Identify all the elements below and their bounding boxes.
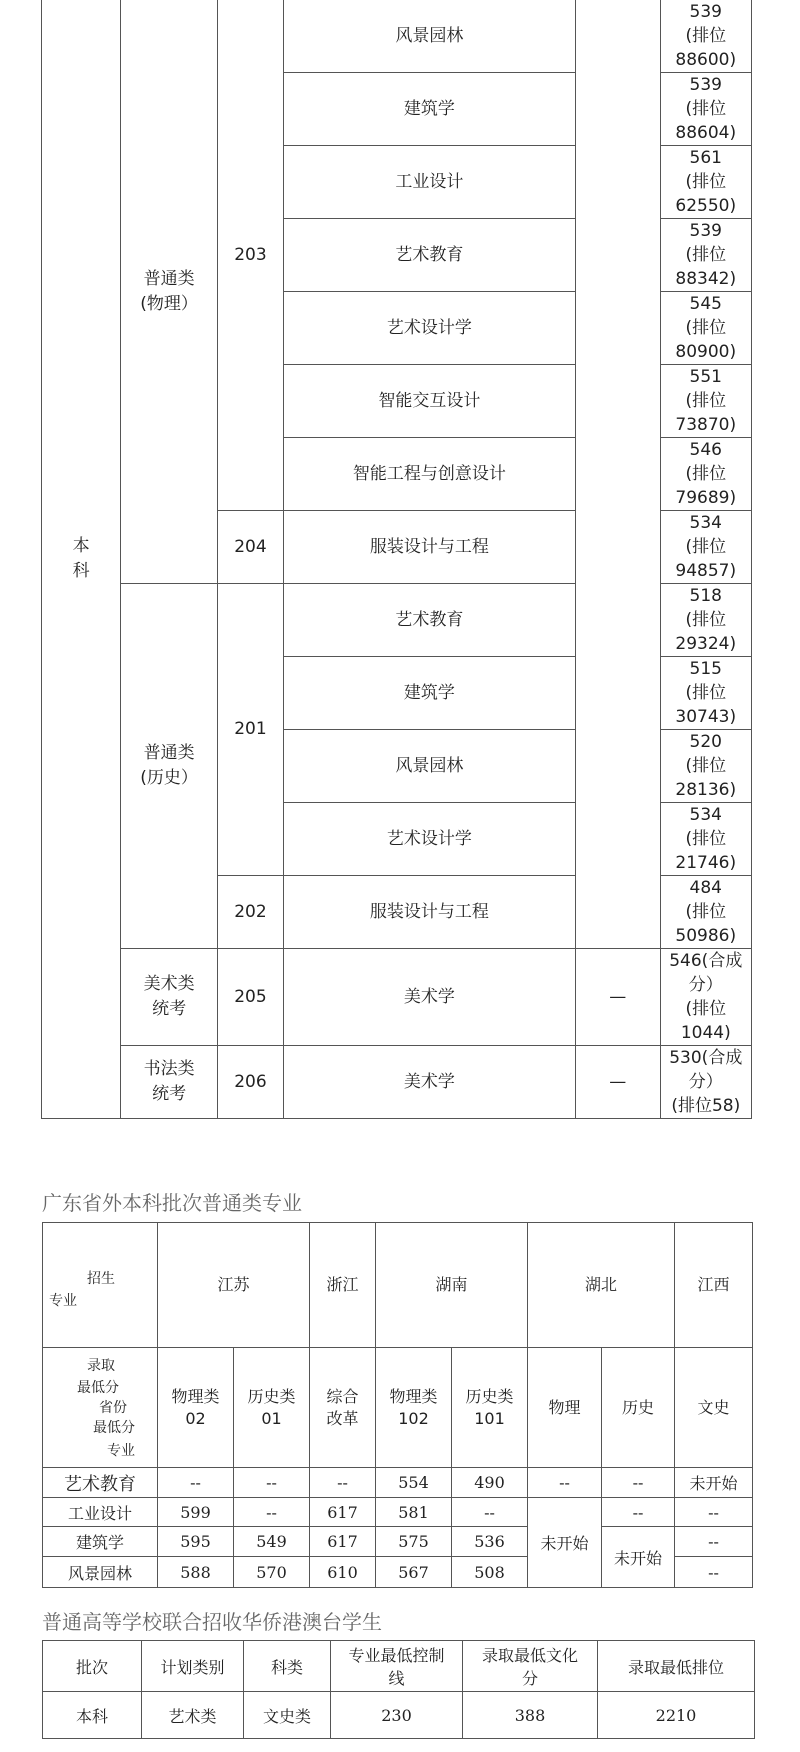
value-cell: 未开始 [675, 1468, 753, 1498]
major-cell: 智能工程与创意设计 [283, 438, 575, 511]
code-cell: 205 [218, 949, 284, 1046]
corner-diagonal-line [42, 1222, 158, 1468]
header-cell: 录取最低文化 分 [463, 1641, 598, 1692]
section-title-outside-guangdong: 广东省外本科批次普通类专业 [42, 1191, 302, 1215]
subcategory-header: 物理类 102 [376, 1348, 452, 1468]
value-cell: 554 [376, 1468, 452, 1498]
score-cell: 534 (排位 94857) [660, 511, 751, 584]
score-cell: 530(合成 分） (排位58) [660, 1046, 751, 1119]
corner-label: 最低分 [93, 1420, 135, 1436]
major-cell: 艺术教育 [283, 219, 575, 292]
major-cell: 建筑学 [283, 73, 575, 146]
value-cell: 595 [158, 1527, 234, 1557]
table-row [43, 1527, 753, 1557]
major-cell: 风景园林 [43, 1557, 158, 1588]
score-cell: 546 (排位 79689) [660, 438, 751, 511]
section-title-overseas-students: 普通高等学校联合招收华侨港澳台学生 [42, 1610, 382, 1634]
dash-cell: — [575, 949, 660, 1046]
major-cell: 艺术教育 [283, 584, 575, 657]
province-header: 湖北 [528, 1223, 675, 1348]
header-cell: 专业最低控制 线 [331, 1641, 463, 1692]
value-cell: -- [528, 1468, 602, 1498]
table-row [43, 1468, 753, 1498]
code-cell: 201 [218, 584, 284, 876]
value-cell: 588 [158, 1557, 234, 1588]
score-cell: 484 (排位 50986) [660, 876, 751, 949]
subcategory-header: 历史 [602, 1348, 675, 1468]
value-cell: 575 [376, 1527, 452, 1557]
hubei-physics-merged-cell: 未开始 [528, 1498, 602, 1588]
major-cell: 美术学 [283, 1046, 575, 1119]
value-cell: -- [234, 1498, 310, 1527]
subcategory-header: 历史类 01 [234, 1348, 310, 1468]
group-history-cell: 普通类 (历史） [121, 584, 218, 949]
header-cell: 录取最低排位 [598, 1641, 755, 1692]
subcategory-header: 历史类 101 [452, 1348, 528, 1468]
major-cell: 风景园林 [283, 0, 575, 73]
value-cell: 230 [331, 1692, 463, 1739]
value-cell: 567 [376, 1557, 452, 1588]
table-row [43, 1692, 755, 1739]
value-cell: 536 [452, 1527, 528, 1557]
score-cell: 545 (排位 80900) [660, 292, 751, 365]
score-cell: 520 (排位 28136) [660, 730, 751, 803]
code-cell: 202 [218, 876, 284, 949]
admission-table-guangdong [41, 0, 752, 1119]
major-cell: 建筑学 [283, 657, 575, 730]
header-cell: 批次 [43, 1641, 142, 1692]
major-cell: 风景园林 [283, 730, 575, 803]
corner-label: 招生 [87, 1271, 115, 1287]
subcategory-header: 物理类 02 [158, 1348, 234, 1468]
province-header: 江苏 [158, 1223, 310, 1348]
dash-cell: — [575, 1046, 660, 1119]
score-cell: 551 (排位 73870) [660, 365, 751, 438]
blank-cell [575, 0, 660, 949]
header-cell: 计划类别 [142, 1641, 244, 1692]
score-cell: 518 (排位 29324) [660, 584, 751, 657]
level-cell: 本科 [42, 0, 121, 1119]
value-cell: 617 [310, 1498, 376, 1527]
corner-label: 省份 [99, 1400, 127, 1416]
value-cell: -- [234, 1468, 310, 1498]
corner-label: 专业 [49, 1293, 77, 1309]
admission-table-overseas [42, 1640, 755, 1739]
major-cell: 智能交互设计 [283, 365, 575, 438]
code-cell: 206 [218, 1046, 284, 1119]
table-row [42, 0, 752, 73]
value-cell: 581 [376, 1498, 452, 1527]
value-cell: 本科 [43, 1692, 142, 1739]
table-row [43, 1498, 753, 1527]
hubei-history-merged-cell: 未开始 [602, 1527, 675, 1588]
major-cell: 工业设计 [283, 146, 575, 219]
group-art-cell: 美术类 统考 [121, 949, 218, 1046]
value-cell: -- [675, 1527, 753, 1557]
value-cell: -- [675, 1557, 753, 1588]
value-cell: 388 [463, 1692, 598, 1739]
value-cell: 508 [452, 1557, 528, 1588]
major-cell: 美术学 [283, 949, 575, 1046]
major-cell: 艺术设计学 [283, 292, 575, 365]
group-physics-cell: 普通类 (物理） [121, 0, 218, 584]
value-cell: -- [452, 1498, 528, 1527]
major-cell: 建筑学 [43, 1527, 158, 1557]
province-header: 江西 [675, 1223, 753, 1348]
score-cell: 546(合成 分） (排位 1044) [660, 949, 751, 1046]
major-cell: 工业设计 [43, 1498, 158, 1527]
code-cell: 203 [218, 0, 284, 511]
table-row [43, 1641, 755, 1692]
corner-label: 专业 [107, 1443, 135, 1459]
score-cell: 539 (排位 88342) [660, 219, 751, 292]
score-cell: 515 (排位 30743) [660, 657, 751, 730]
value-cell: -- [310, 1468, 376, 1498]
major-cell: 艺术教育 [43, 1468, 158, 1498]
value-cell: 570 [234, 1557, 310, 1588]
table-row [42, 949, 752, 1046]
subcategory-header: 物理 [528, 1348, 602, 1468]
score-cell: 561 (排位 62550) [660, 146, 751, 219]
corner-label: 录取 [87, 1358, 115, 1374]
value-cell: -- [158, 1468, 234, 1498]
value-cell: -- [675, 1498, 753, 1527]
score-cell: 539 (排位 88604) [660, 73, 751, 146]
major-cell: 艺术设计学 [283, 803, 575, 876]
corner-label: 最低分 [77, 1380, 119, 1396]
code-cell: 204 [218, 511, 284, 584]
value-cell: 549 [234, 1527, 310, 1557]
subcategory-header: 综合 改革 [310, 1348, 376, 1468]
value-cell: 599 [158, 1498, 234, 1527]
value-cell: 490 [452, 1468, 528, 1498]
score-cell: 534 (排位 21746) [660, 803, 751, 876]
value-cell: 2210 [598, 1692, 755, 1739]
group-calligraphy-cell: 书法类 统考 [121, 1046, 218, 1119]
value-cell: 610 [310, 1557, 376, 1588]
province-header: 浙江 [310, 1223, 376, 1348]
value-cell: 文史类 [244, 1692, 331, 1739]
province-header: 湖南 [376, 1223, 528, 1348]
value-cell: 艺术类 [142, 1692, 244, 1739]
value-cell: -- [602, 1498, 675, 1527]
table-row [42, 1046, 752, 1119]
header-cell: 科类 [244, 1641, 331, 1692]
major-cell: 服装设计与工程 [283, 511, 575, 584]
value-cell: -- [602, 1468, 675, 1498]
major-cell: 服装设计与工程 [283, 876, 575, 949]
subcategory-header: 文史 [675, 1348, 753, 1468]
score-cell: 539 (排位 88600) [660, 0, 751, 73]
value-cell: 617 [310, 1527, 376, 1557]
